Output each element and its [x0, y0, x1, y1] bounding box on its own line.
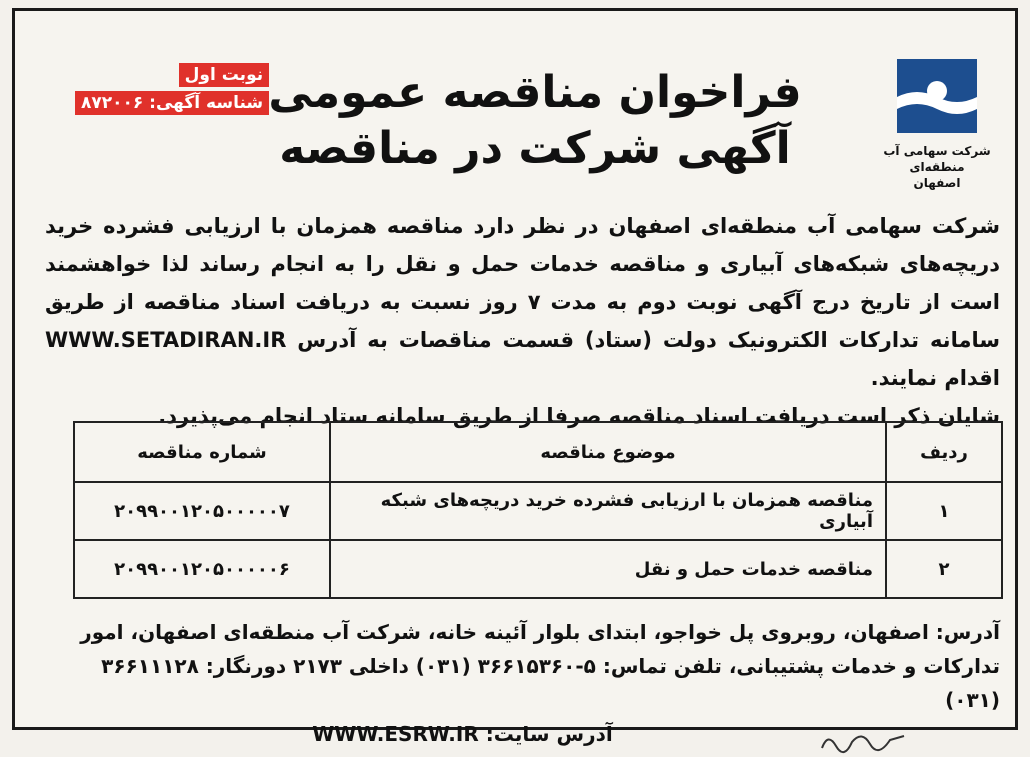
announcement-note: شایان ذکر است دریافت اسناد مناقصه صرفا از طریق سامانه ستاد انجام می‌پذیرد. [158, 404, 1000, 428]
row-subject: مناقصه همزمان با ارزیابی فشرده خرید دریچه‌های شبکه آبیاری [330, 482, 886, 540]
table-row [74, 540, 1002, 598]
advertisement-frame [12, 8, 1018, 746]
header-index: ردیف [886, 422, 1002, 482]
tenders-table [73, 421, 1003, 599]
contact-address: آدرس: اصفهان، روبروی پل خواجو، ابتدای بلوار آئینه خانه، شرکت آب منطقه‌ای اصفهان، امور تدارکات و خدمات پشتیبانی، تلفن تماس: ۵-۳۶۶۱۵۳۶۰ (۰۳۱) داخلی ۲۱۷۳ دورنگار: ۳۶۶۱۱۱۲۸ (۰۳۱) [80, 620, 1000, 712]
table-row [74, 482, 1002, 540]
water-drop-logo-icon [889, 53, 985, 139]
main-title: فراخوان مناقصه عمومی [268, 67, 802, 118]
header-number: شماره مناقصه [74, 422, 330, 482]
publication-badge [75, 63, 269, 119]
row-subject: مناقصه خدمات حمل و نقل [330, 540, 886, 598]
announcement-body [45, 207, 1000, 435]
logo-company-name: شرکت سهامی آب منطقه‌ای [883, 144, 991, 174]
table-header-row [74, 422, 1002, 482]
sub-title: آگهی شرکت در مناقصه [279, 123, 791, 174]
announcement-paragraph: شرکت سهامی آب منطقه‌ای اصفهان در نظر دارد مناقصه همزمان با ارزیابی فشرده خرید دریچه‌های شبکه‌های آبیاری و مناقصه خدمات حمل و نقل را به انجام رساند لذا خواهشمند است از تاریخ درج آگهی نوبت دوم به مدت ۷ روز نسبت به دریافت اسناد مناقصه از طریق سامانه تدارکات الکترونیک دولت (ستاد) قسمت مناقصات به آدرس WWW.SETADIRAN.IR اقدام نمایند. [45, 214, 1001, 390]
publication-round: نوبت اول [179, 63, 269, 87]
logo-city-name: اصفهان [913, 176, 961, 190]
handwritten-mark-icon [818, 728, 908, 756]
header-subject: موضوع مناقصه [330, 422, 886, 482]
company-logo [877, 53, 997, 191]
ad-id: شناسه آگهی: ۸۷۲۰۰۶ [75, 91, 269, 115]
website-address: آدرس سایت: WWW.ESRW.IR [312, 722, 613, 746]
row-number: ۲۰۹۹۰۰۱۲۰۵۰۰۰۰۰۶ [74, 540, 330, 598]
row-index: ۱ [886, 482, 1002, 540]
row-index: ۲ [886, 540, 1002, 598]
row-number: ۲۰۹۹۰۰۱۲۰۵۰۰۰۰۰۷ [74, 482, 330, 540]
